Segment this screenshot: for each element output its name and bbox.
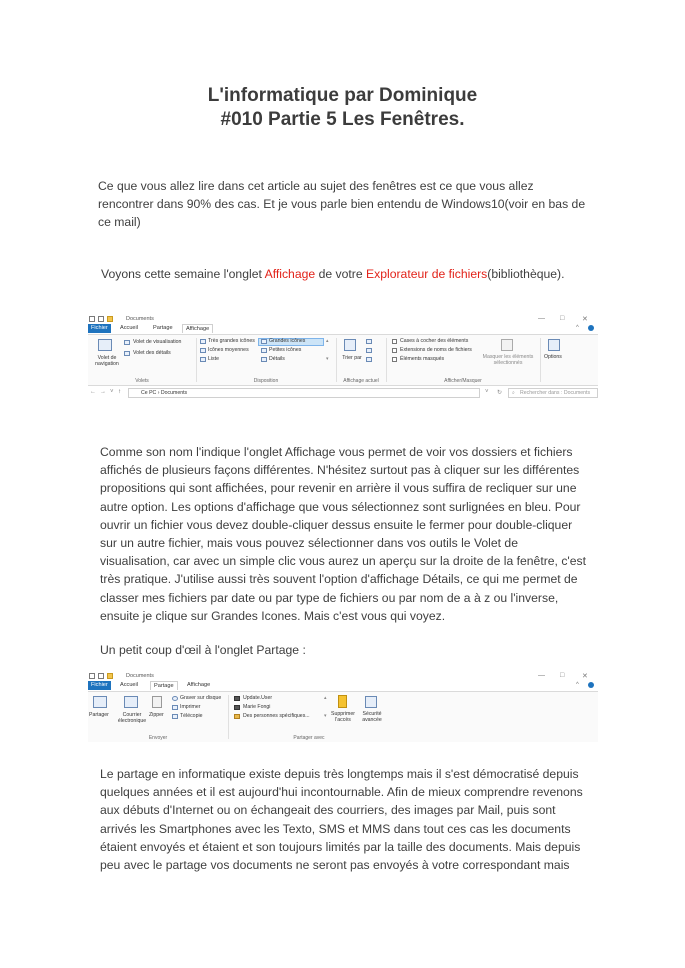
separator — [228, 695, 229, 739]
explorer-icon — [89, 673, 95, 679]
volet-details-label[interactable]: Volet des détails — [133, 350, 171, 356]
collapse-ribbon-icon[interactable]: ^ — [576, 325, 579, 331]
maximize-icon[interactable]: □ — [560, 672, 565, 679]
quick-access-bar — [88, 315, 598, 324]
icones-moyennes[interactable]: Icônes moyennes — [208, 347, 249, 353]
back-arrow-icon[interactable]: ← — [90, 389, 96, 395]
intro-paragraph: Ce que vous allez lire dans cet article au sujet des fenêtres est ce que vous allez rencontrer dans 90% des cas. Et je vous parle bien entendu de Windows10(voir en bas de ce mail) — [98, 179, 586, 230]
details[interactable]: Détails — [269, 356, 285, 362]
fax-icon — [172, 714, 178, 719]
scroll-down-icon[interactable]: ▾ — [324, 713, 327, 719]
ribbon-panel — [88, 691, 598, 742]
ribbon-panel — [88, 334, 598, 386]
search-icon: ⌕ — [512, 390, 515, 396]
tab-accueil[interactable]: Accueil — [120, 325, 139, 331]
cases-a-cocher[interactable]: Cases à cocher des éléments — [400, 338, 469, 344]
sort-by-icon[interactable] — [344, 339, 356, 351]
list-icon — [200, 357, 206, 362]
close-icon[interactable]: ✕ — [582, 316, 588, 323]
extensions-noms[interactable]: Extensions de noms de fichiers — [400, 347, 472, 353]
recent-dropdown-icon[interactable]: ˅ — [110, 389, 114, 395]
zip-icon[interactable] — [152, 696, 162, 708]
separator — [336, 338, 337, 382]
volet-visualisation-label[interactable]: Volet de visualisation — [133, 339, 182, 345]
page-title: L'informatique par Dominique — [207, 85, 478, 106]
properties-icon — [98, 316, 104, 322]
people-icon — [234, 714, 240, 719]
zipper-label[interactable]: Zipper — [149, 712, 164, 718]
close-icon[interactable]: ✕ — [582, 673, 588, 680]
hide-selected-icon[interactable] — [501, 339, 513, 351]
page-subtitle: #010 Partie 5 Les Fenêtres. — [220, 109, 465, 130]
user-icon — [234, 696, 240, 701]
item-checkboxes-checkbox[interactable] — [392, 339, 397, 344]
collapse-ribbon-icon[interactable]: ^ — [576, 682, 579, 688]
large-icons-icon — [261, 339, 267, 344]
scroll-up-icon[interactable]: ▴ — [326, 338, 329, 344]
imprimer-label[interactable]: Imprimer — [180, 704, 201, 710]
body-paragraph-1: Comme son nom l'indique l'onglet Affichage vous permet de voir vos dossiers et fichiers affichés de plusieurs façons différentes. N'hésitez surtout pas à cliquer sur les différentes propositions qui sont affichées, pour revenir en arrière il vous suffira de recliquer sur une autre option. Les options d'affichage que vous sélectionnez sont surlignées en bleu. Pour ouvrir un fichier vous devez double-cliquer dessus ensuite le fermer pour double-cliquer sur un autre fichier, mais vous pouvez sélectionner dans vos outils le Volet de visualisation, car avec un simple clic vous aurez un aperçu sur la droite de la fenêtre, c'est très pratique. J'utilise aussi très souvent l'option d'affichage Détails, ce qui me permet de classer mes fichiers par date ou par type de fichiers ou par nom de a à z ou l'inverse, ensuite je clique sur Grandes Icones. Mais c'est vous qui voyez. — [100, 445, 587, 623]
forward-arrow-icon[interactable]: → — [100, 389, 106, 395]
explorateur-link: Explorateur de fichiers — [366, 267, 488, 281]
affichage-intro-after: (bibliothèque). — [487, 267, 565, 281]
address-dropdown-icon[interactable]: ˅ — [485, 389, 489, 395]
new-folder-icon — [107, 673, 113, 679]
details-icon — [261, 357, 267, 362]
group-disposition-label: Disposition — [253, 378, 279, 384]
affichage-intro — [101, 265, 591, 283]
hidden-items-checkbox[interactable] — [392, 357, 397, 362]
search-input[interactable] — [508, 388, 598, 398]
group-envoyer-label: Envoyer — [148, 735, 168, 741]
address-path: Ce PC › Documents — [141, 390, 188, 396]
file-extensions-checkbox[interactable] — [392, 348, 397, 353]
address-bar-row — [88, 387, 598, 399]
medium-icons-icon — [200, 348, 206, 353]
telecopie-label[interactable]: Télécopie — [180, 713, 203, 719]
email-icon[interactable] — [124, 696, 138, 708]
affichage-intro-before: Voyons cette semaine l'onglet — [101, 267, 265, 281]
affichage-intro-middle: de votre — [315, 267, 366, 281]
search-placeholder: Rechercher dans : Documents — [520, 390, 591, 396]
address-input[interactable] — [128, 388, 480, 398]
extra-large-icons-icon — [200, 339, 206, 344]
options-label[interactable]: Options — [544, 354, 562, 360]
graver-label[interactable]: Graver sur disque — [180, 695, 222, 701]
tab-affichage[interactable]: Affichage — [187, 682, 211, 688]
explorer-icon — [89, 316, 95, 322]
tab-accueil[interactable]: Accueil — [120, 682, 139, 688]
tab-fichier[interactable]: Fichier — [88, 681, 111, 690]
affichage-link: Affichage — [264, 267, 316, 281]
group-partager-avec-label: Partager avec — [293, 735, 325, 741]
preview-pane-icon — [124, 340, 130, 345]
group-affichage-actuel-label: Affichage actuel — [343, 378, 379, 384]
tab-partage[interactable]: Partage — [153, 325, 173, 331]
trier-par-label[interactable]: Trier par — [342, 355, 362, 361]
separator — [540, 338, 541, 382]
separator — [196, 338, 197, 382]
partager-label[interactable]: Partager — [89, 712, 109, 718]
partage-intro: Un petit coup d'œil à l'onglet Partage : — [100, 643, 306, 657]
securite-avancee-label[interactable]: Sécurité avancée — [362, 711, 382, 723]
elements-masques[interactable]: Éléments masqués — [400, 356, 445, 362]
tab-fichier[interactable]: Fichier — [88, 324, 111, 333]
tres-grandes-icones[interactable]: Très grandes icônes — [208, 338, 255, 344]
window-title: Documents — [126, 673, 154, 679]
scroll-up-icon[interactable]: ▴ — [324, 695, 327, 701]
supprimer-acces-label[interactable]: Supprimer l'accès — [331, 711, 355, 723]
ribbon-tabs — [88, 324, 598, 333]
group-volets-label: Volets — [135, 378, 149, 384]
liste[interactable]: Liste — [208, 356, 219, 362]
petites-icones[interactable]: Petites icônes — [269, 347, 302, 353]
up-arrow-icon[interactable]: ↑ — [118, 389, 121, 395]
options-icon[interactable] — [548, 339, 560, 351]
maximize-icon[interactable]: □ — [560, 315, 565, 322]
help-icon[interactable] — [588, 325, 594, 331]
lock-icon[interactable] — [338, 695, 347, 708]
share-user-2[interactable]: Marie Fongi — [243, 704, 271, 710]
new-folder-icon — [107, 316, 113, 322]
small-icons-icon — [261, 348, 267, 353]
body-paragraph-2: Le partage en informatique existe depuis très longtemps mais il s'est démocratisé depuis quelques années et il est aujourd'hui incontournable. Afin de mieux comprendre revenons aux débuts d'Internet ou on échangeait des courriers, des images par Mail, puis sont arrivés les Smartphones avec les Texto, SMS et MMS dans tout ces cas les documents étaient envoyés et étaient et son toujours limités par la taille des documents. Mais depuis peu avec le partage vos documents ne seront pas envoyés à votre correspondant mais — [100, 767, 583, 873]
grandes-icones[interactable]: Grandes icônes — [269, 338, 306, 344]
print-icon — [172, 705, 178, 710]
scroll-down-icon[interactable]: ▾ — [326, 356, 329, 362]
tab-affichage[interactable]: Affichage — [182, 324, 213, 333]
share-specific-people[interactable]: Des personnes spécifiques... — [243, 713, 310, 719]
masquer-selection[interactable]: Masquer les éléments sélectionnés — [482, 354, 534, 366]
size-columns-icon[interactable] — [366, 357, 372, 362]
group-afficher-masquer-label: Afficher/Masquer — [444, 378, 482, 384]
group-by-icon[interactable] — [366, 339, 372, 344]
affichage-ribbon-screenshot — [88, 315, 598, 403]
share-user-1[interactable]: Update.User — [243, 695, 273, 701]
add-columns-icon[interactable] — [366, 348, 372, 353]
minimize-icon[interactable]: — — [538, 672, 545, 679]
details-pane-icon — [124, 351, 130, 356]
volet-navigation-label[interactable]: Volet de navigation — [95, 355, 119, 367]
share-icon[interactable] — [93, 696, 107, 708]
refresh-icon[interactable]: ↻ — [497, 390, 503, 396]
separator — [386, 338, 387, 382]
navigation-pane-icon[interactable] — [98, 339, 112, 351]
ribbon-tabs — [88, 681, 598, 690]
quick-access-bar — [88, 672, 598, 681]
burn-disc-icon — [172, 696, 178, 701]
help-icon[interactable] — [588, 682, 594, 688]
minimize-icon[interactable]: — — [538, 315, 545, 322]
user-icon — [234, 705, 240, 710]
tab-partage[interactable]: Partage — [150, 681, 178, 690]
partage-ribbon-screenshot — [88, 672, 598, 742]
window-title: Documents — [126, 316, 154, 322]
courrier-label[interactable]: Courrier électronique — [117, 712, 147, 724]
properties-icon — [98, 673, 104, 679]
advanced-security-icon[interactable] — [365, 696, 377, 708]
